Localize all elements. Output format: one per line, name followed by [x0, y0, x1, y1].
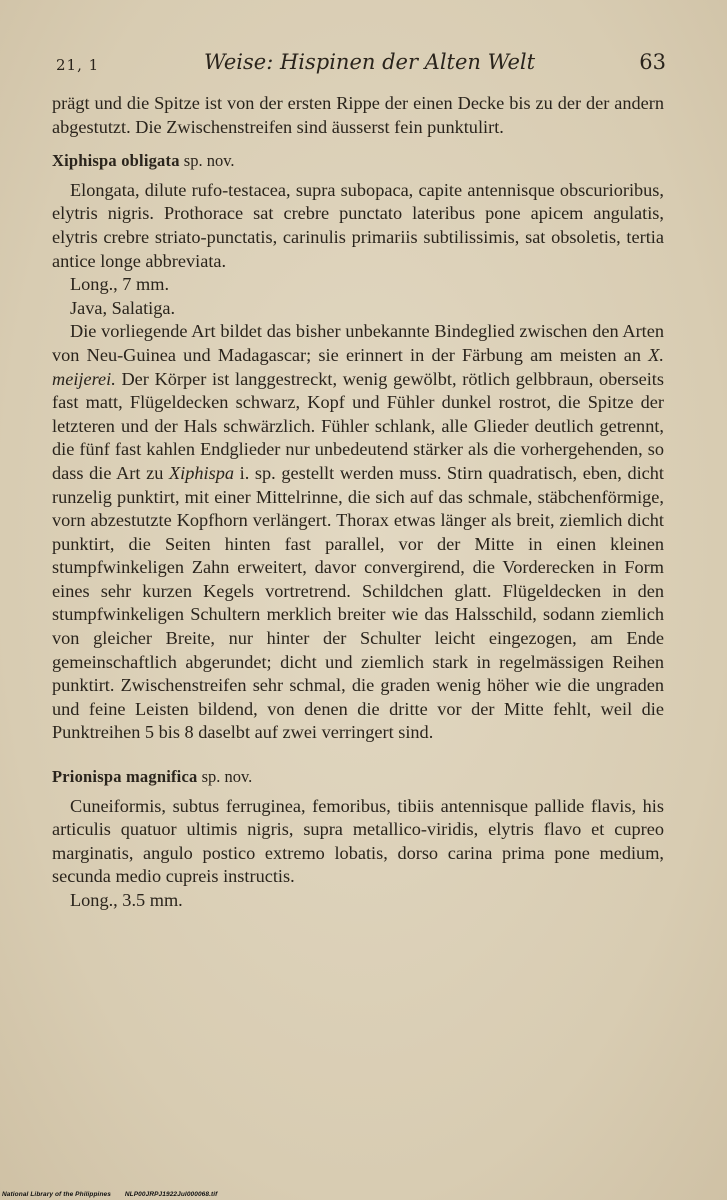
running-header [56, 50, 666, 80]
running-title: Weise: Hispinen der Alten Welt [204, 50, 536, 74]
length-line: Long., 3.5 mm. [70, 890, 183, 910]
latin-diagnosis: Elongata, dilute rufo-testacea, supra subopaca, capite antennisque obscurioribus, elytris nigris. Prothorace sat crebre punctato lateribus pone apicem angulatis, elytris crebre striato-punctatis, carinulis primariis subtilissimis, sat obsoletis, tertia antice longe abbreviata. [52, 179, 664, 271]
page-body [52, 92, 664, 913]
species-name: Prionispa magnifica [52, 767, 198, 787]
continuation-paragraph: prägt und die Spitze ist von der ersten Rippe der einen Decke bis zu der der andern abgestutzt. Die Zwischenstreifen sind äusserst fein punktulirt. [52, 93, 664, 137]
page-number: 63 [639, 50, 666, 74]
desc-italic-species: X. meijerei. [52, 344, 664, 389]
length-line: Long., 7 mm. [70, 274, 170, 295]
species-suffix: sp. nov. [197, 767, 253, 787]
desc-text: Die vorliegende Art bildet das bisher unbekannte Bindeglied zwischen den Arten von Neu-Guinea und Madagascar; sie erinnert in der Färbung am meisten an [52, 321, 664, 365]
volume-number: 21, 1 [56, 56, 100, 74]
desc-text: i. sp. gestellt werden muss. Stirn quadratisch, eben, dicht runzelig punktirt, mit einer Mittelrinne, die sich auf das schmale, stäbchenförmige, vorn abzestutzte Kopfhorn verlängert. Thorax etwas länger als breit, ziemlich dicht punktirt, die Seiten hinten fast parallel, vor der Mitte in einen kleinen stumpfwinkeligen Zahn erweitert, davor convergirend, die Vorderecken in Form eines sehr kurzen Kegels vortretrend. Schildchen glatt. Flügeldecken in den stumpfwinkeligen Schultern merklich breiter wie das Halsschild, sodann ziemlich von gleicher Breite, nur hinter der Schulter leicht eingezogen, am Ende gemeinschaftlich abgerundet; dicht und ziemlich stark in regelmässigen Reihen punktirt. Zwischenstreifen sehr schmal, die graden wenig höher wie die ungraden und feine Leisten bildend, von denen die dritte vor der Mitte fehlt, weil die Punktreihen 5 bis 8 daselbt auf zwei verringert sind. [52, 462, 664, 743]
latin-diagnosis: Cuneiformis, subtus ferruginea, femoribus, tibiis antennisque pallide flavis, his articulis quatuor ultimis nigris, supra metallico-viridis, elytris flavo et cupreo marginatis, angulo postico extremo lobatis, dorso carina prima pone medium, secunda medio cupreis instructis. [52, 795, 664, 887]
library-credit: National Library of the Philippines [2, 1191, 111, 1198]
species-heading-xiphispa [52, 149, 664, 173]
scan-footer [2, 1191, 229, 1198]
desc-text: Der Körper ist langgestreckt, wenig gewölbt, rötlich gelbbraun, oberseits fast matt, Flügeldecken schwarz, Kopf und Fühler dunkel rostrot, die Spitze der letzteren und der Hals schwärzlich. Fühler schlank, alle Glieder deutlich getrennt, die fünf fast kahlen Endglieder nur unbedeutend stärker als die vorhergehenden, so dass die Art zu [52, 368, 664, 483]
species-suffix: sp. nov. [179, 151, 235, 171]
german-description [52, 320, 664, 745]
locality-line: Java, Salatiga. [70, 297, 176, 318]
file-name: NLP00JRPJ1922Jul000068.tif [124, 1191, 218, 1198]
species-name: Xiphispa obligata [52, 151, 180, 171]
desc-italic-genus: Xiphispa [168, 462, 234, 483]
species-heading-prionispa [52, 765, 664, 789]
